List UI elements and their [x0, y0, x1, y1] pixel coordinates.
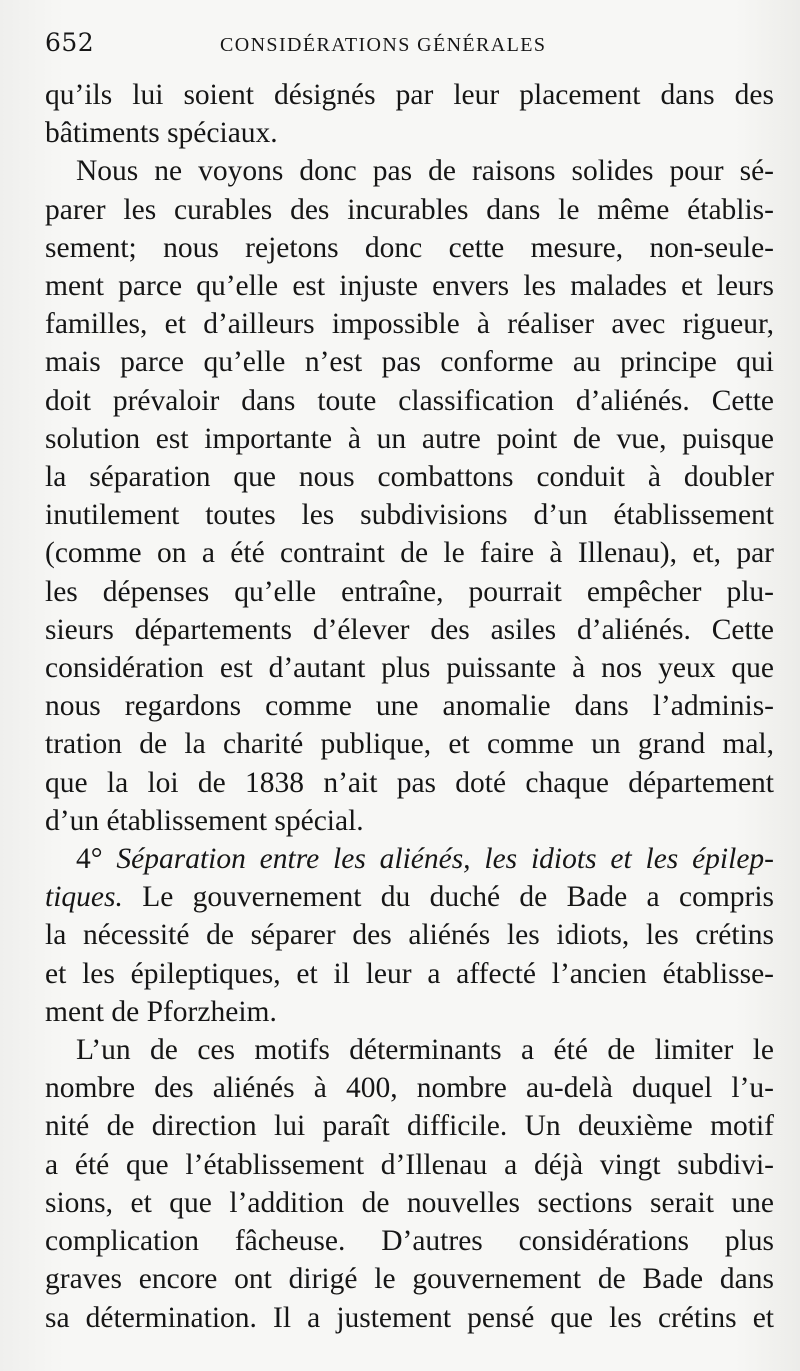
- text-line: solution est importante à un autre point de vue, puisque: [45, 422, 774, 455]
- section-heading-line: [45, 840, 774, 878]
- text-line: qu’ils lui soient désignés par leur placement dans des: [45, 79, 774, 111]
- text-line: la nécessité de séparer des aliénés les idiots, les crétins: [45, 919, 774, 952]
- text-line: tration de la charité publique, et comme un grand mal,: [45, 728, 774, 761]
- text-line: sement; nous rejetons donc cette mesure, non-seule-: [45, 231, 774, 264]
- text-line: considération est d’autant plus puissante à nos yeux que: [45, 652, 774, 685]
- text-line: [45, 878, 774, 916]
- paragraph-1: [45, 76, 774, 152]
- text-line: inutilement toutes les subdivisions d’un établissement: [45, 499, 774, 532]
- running-head: [45, 28, 774, 76]
- text-line: bâtiments spéciaux.: [45, 117, 278, 150]
- paragraph-4: [45, 1031, 774, 1337]
- section-heading: Séparation entre les aliénés, les idiots et les épilep-: [116, 843, 774, 876]
- text-line: parer les curables des incurables dans le même établis-: [45, 193, 774, 226]
- paragraph-3: [45, 840, 774, 1031]
- text-line: (comme on a été contraint de le faire à Illenau), et, par: [45, 537, 774, 570]
- text-line: familles, et d’ailleurs impossible à réaliser avec rigueur,: [45, 308, 774, 341]
- text-line: doit prévaloir dans toute classification d’aliénés. Cette: [45, 384, 774, 417]
- body-text: [45, 76, 774, 1337]
- text-line: a été que l’établissement d’Illenau a déjà vingt subdivi-: [45, 1148, 774, 1181]
- text-line: graves encore ont dirigé le gouvernement de Bade dans: [45, 1263, 774, 1296]
- text-line: L’un de ces motifs déterminants a été de limiter le: [76, 1034, 774, 1067]
- text-line: ment de Pforzheim.: [45, 995, 277, 1028]
- text-line: sieurs départements d’élever des asiles d’aliénés. Cette: [45, 613, 774, 646]
- text-line: et les épileptiques, et il leur a affecté l’ancien établisse-: [45, 957, 774, 990]
- text-line: mais parce qu’elle n’est pas conforme au principe qui: [45, 346, 774, 379]
- text-line: nous regardons comme une anomalie dans l’adminis-: [45, 690, 774, 723]
- text-line: nité de direction lui paraît difficile. Un deuxième motif: [45, 1110, 774, 1143]
- section-heading-end: tiques.: [45, 881, 123, 914]
- paragraph-2: [45, 152, 774, 840]
- text-line: complication fâcheuse. D’autres considérations plus: [45, 1225, 774, 1258]
- text-line: nombre des aliénés à 400, nombre au-delà duquel l’u-: [45, 1072, 774, 1105]
- running-title: CONSIDÉRATIONS GÉNÉRALES: [220, 34, 547, 56]
- text-line: les dépenses qu’elle entraîne, pourrait empêcher plu-: [45, 575, 774, 608]
- text-line: d’un établissement spécial.: [45, 804, 364, 837]
- page-number: 652: [45, 28, 95, 57]
- text-line: que la loi de 1838 n’ait pas doté chaque département: [45, 766, 774, 799]
- text-line: sions, et que l’addition de nouvelles sections serait une: [45, 1186, 774, 1219]
- section-number: 4°: [76, 843, 103, 876]
- text-line: ment parce qu’elle est injuste envers les malades et leurs: [45, 270, 774, 303]
- text-line: la séparation que nous combattons conduit à doubler: [45, 461, 774, 494]
- text-fragment: Le gouvernement du duché de Bade a compris: [142, 881, 775, 914]
- text-line: Nous ne voyons donc pas de raisons solides pour sé-: [76, 155, 774, 188]
- text-line: sa détermination. Il a justement pensé que les crétins et: [45, 1301, 774, 1334]
